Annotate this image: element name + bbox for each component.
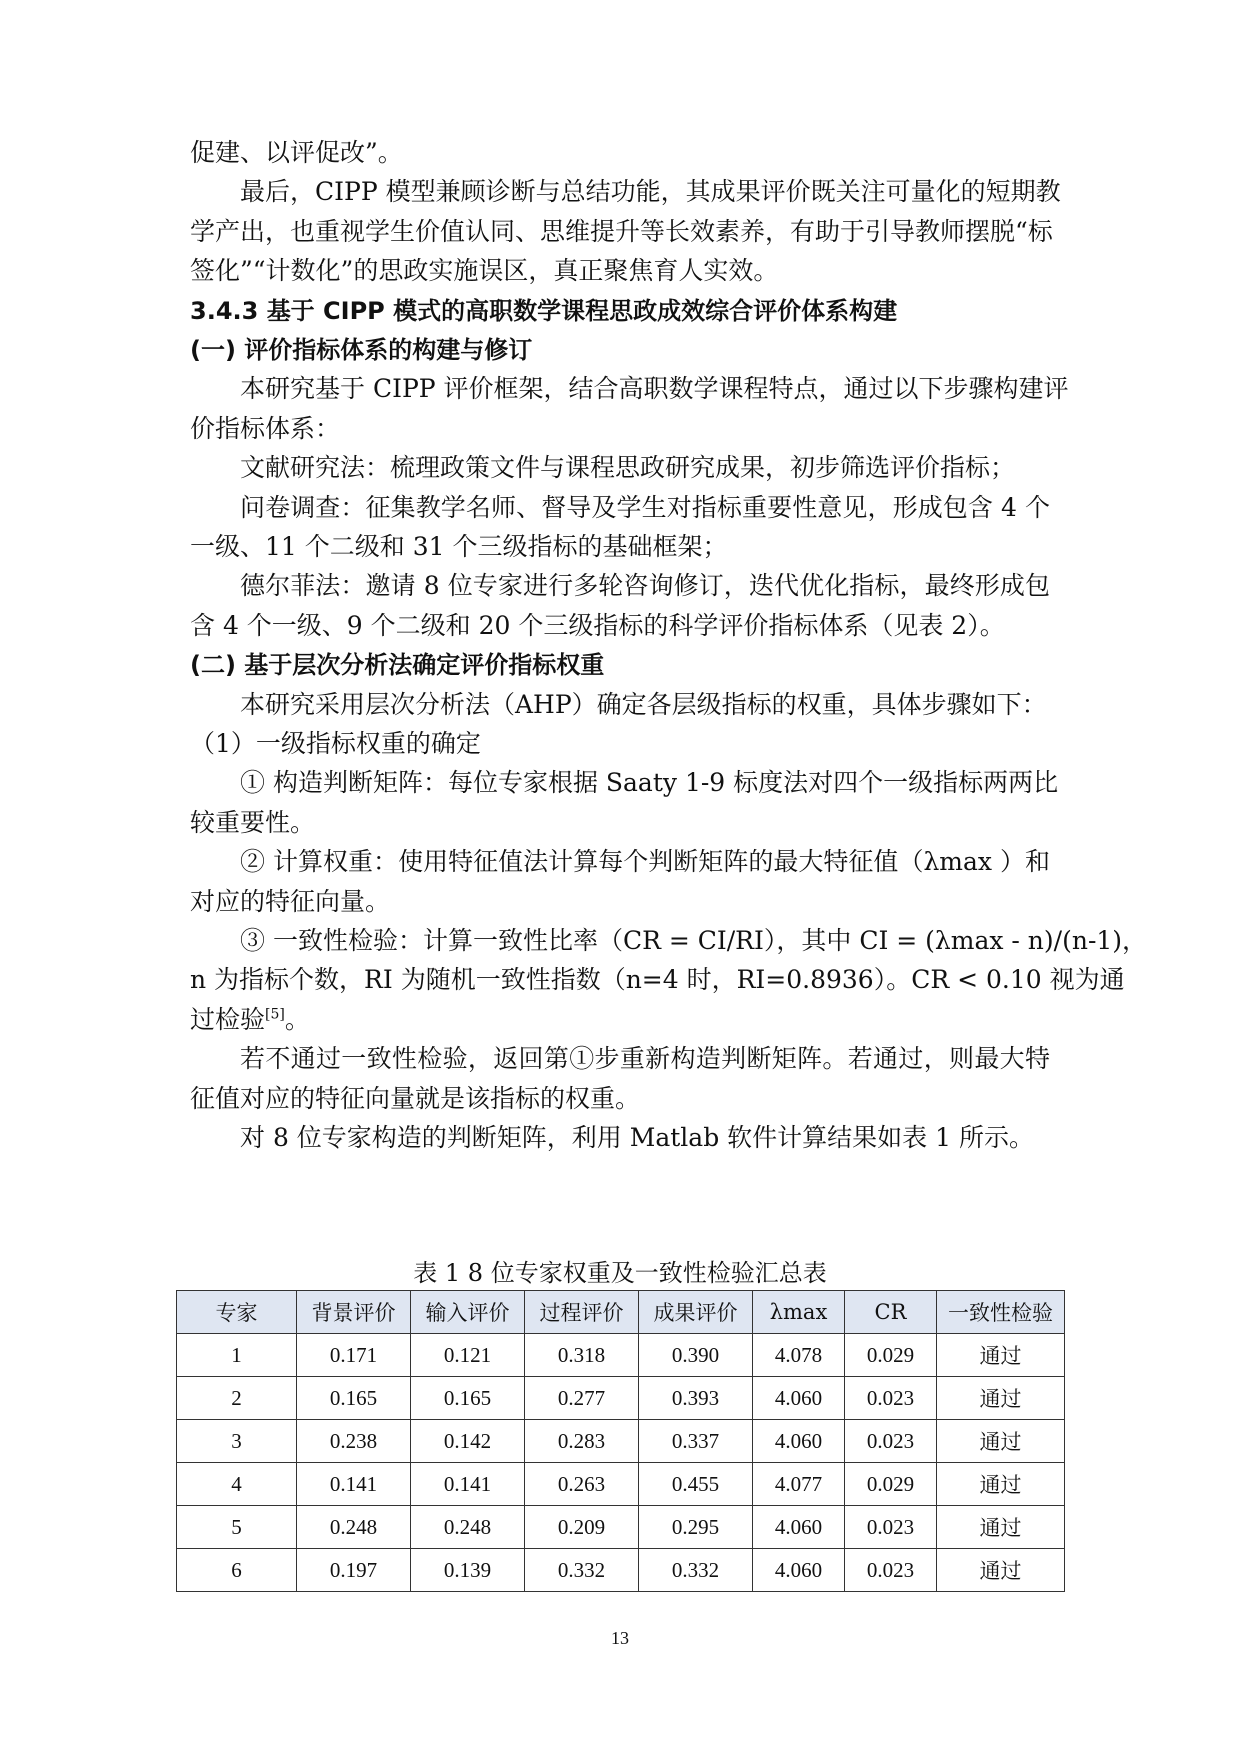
line-text: 征值对应的特征向量就是该指标的权重。 <box>190 1083 641 1113</box>
line-text: 本研究采用层次分析法（AHP）确定各层级指标的权重，具体步骤如下： <box>240 689 1047 719</box>
table-cell: 0.165 <box>411 1377 525 1420</box>
line-text: 学产出，也重视学生价值认同、思维提升等长效素养，有助于引导教师摆脱“标 <box>190 216 1053 246</box>
table-row <box>177 1549 1065 1592</box>
table-cell: 1 <box>177 1334 297 1377</box>
line-text: n 为指标个数，RI 为随机一致性指数（n=4 时，RI=0.8936）。CR < 0.10 视为通 <box>190 965 1125 995</box>
table-cell: 0.197 <box>297 1549 411 1592</box>
table-caption: 表 1 8 位专家权重及一致性检验汇总表 <box>413 1259 827 1287</box>
line-text: 本研究基于 CIPP 评价框架，结合高职数学课程特点，通过以下步骤构建评 <box>240 374 1069 404</box>
table-cell: 0.332 <box>525 1549 639 1592</box>
table-cell: 0.171 <box>297 1334 411 1377</box>
citation-ref: [5] <box>265 1006 285 1023</box>
paragraph-line <box>240 919 1148 963</box>
paragraph-line <box>190 801 1050 845</box>
paragraph-line <box>190 722 1050 766</box>
paragraph-line <box>240 1116 1050 1160</box>
table-cell: 0.165 <box>297 1377 411 1420</box>
section-heading <box>190 328 1050 372</box>
line-text: （1）一级指标权重的确定 <box>190 729 481 758</box>
page-number: 13 <box>611 1628 629 1648</box>
table-cell: 2 <box>177 1377 297 1420</box>
table-cell: 0.337 <box>639 1420 753 1463</box>
paragraph-line <box>240 1037 1050 1081</box>
column-header: 背景评价 <box>297 1291 411 1334</box>
table-cell: 0.023 <box>845 1506 937 1549</box>
table-cell: 0.023 <box>845 1377 937 1420</box>
line-text: ② 计算权重：使用特征值法计算每个判断矩阵的最大特征值（λmax ）和 <box>240 847 1050 877</box>
table-cell: 通过 <box>937 1463 1065 1506</box>
table-cell: 4.060 <box>753 1506 845 1549</box>
line-text: 较重要性。 <box>190 807 316 837</box>
table-cell: 0.393 <box>639 1377 753 1420</box>
line-text: (二) 基于层次分析法确定评价指标权重 <box>190 651 605 680</box>
table-header-row <box>177 1291 1065 1334</box>
table-cell: 4.078 <box>753 1334 845 1377</box>
paragraph-line <box>240 761 1059 805</box>
table-row <box>177 1377 1065 1420</box>
section-heading <box>190 289 1050 333</box>
table-cell: 0.142 <box>411 1420 525 1463</box>
table-cell: 0.295 <box>639 1506 753 1549</box>
paragraph-line <box>190 958 1125 1002</box>
table-cell: 通过 <box>937 1549 1065 1592</box>
line-text: 对应的特征向量。 <box>190 886 391 916</box>
paragraph-line <box>240 840 1050 884</box>
table-row <box>177 1463 1065 1506</box>
paragraph-line <box>190 880 1050 924</box>
line-text: 签化”“计数化”的思政实施误区，真正聚焦育人实效。 <box>190 256 779 286</box>
table-cell: 0.023 <box>845 1420 937 1463</box>
paragraph-line <box>190 210 1053 254</box>
paragraph-line <box>190 249 1050 293</box>
table-row <box>177 1334 1065 1377</box>
table-cell: 4.060 <box>753 1377 845 1420</box>
paragraph-line <box>240 170 1061 214</box>
table-cell: 0.141 <box>411 1463 525 1506</box>
table-row <box>177 1506 1065 1549</box>
table-cell: 6 <box>177 1549 297 1592</box>
column-header: CR <box>845 1291 937 1334</box>
paragraph-line <box>240 683 1050 727</box>
table-cell: 0.209 <box>525 1506 639 1549</box>
line-text: 过检验 <box>190 1004 266 1034</box>
table-cell: 4.077 <box>753 1463 845 1506</box>
table-cell: 4.060 <box>753 1549 845 1592</box>
line-text: 德尔菲法：邀请 8 位专家进行多轮咨询修订，迭代优化指标，最终形成包 <box>240 571 1050 601</box>
expert-weights-table <box>176 1290 1065 1592</box>
table-cell: 0.277 <box>525 1377 639 1420</box>
line-text: 一级、11 个二级和 31 个三级指标的基础框架； <box>190 532 728 561</box>
paragraph-line <box>190 407 1050 451</box>
column-header: 专家 <box>177 1291 297 1334</box>
table-cell: 通过 <box>937 1506 1065 1549</box>
line-text: ③ 一致性检验：计算一致性比率（CR = CI/RI），其中 CI = (λmax - n)/(n-1)， <box>240 926 1148 955</box>
table-cell: 0.332 <box>639 1549 753 1592</box>
line-text: (一) 评价指标体系的构建与修订 <box>190 336 533 364</box>
table-row <box>177 1420 1065 1463</box>
table-body <box>177 1334 1065 1592</box>
table-cell: 4 <box>177 1463 297 1506</box>
paragraph-line <box>190 131 1050 175</box>
table-cell: 通过 <box>937 1334 1065 1377</box>
line-tail: 。 <box>284 1004 310 1034</box>
table-cell: 0.141 <box>297 1463 411 1506</box>
paragraph-line <box>190 604 1050 648</box>
line-text: 对 8 位专家构造的判断矩阵，利用 Matlab 软件计算结果如表 1 所示。 <box>240 1123 1034 1152</box>
column-header: 成果评价 <box>639 1291 753 1334</box>
table-cell: 0.023 <box>845 1549 937 1592</box>
line-text: 促建、以评促改”。 <box>190 138 403 167</box>
table-cell: 4.060 <box>753 1420 845 1463</box>
table-cell: 0.283 <box>525 1420 639 1463</box>
paragraph-line <box>240 367 1069 411</box>
table-cell: 通过 <box>937 1420 1065 1463</box>
table-cell: 0.248 <box>297 1506 411 1549</box>
table-cell: 0.455 <box>639 1463 753 1506</box>
section-heading <box>190 643 1050 687</box>
column-header: 一致性检验 <box>937 1291 1065 1334</box>
table-cell: 0.248 <box>411 1506 525 1549</box>
line-text: 价指标体系： <box>190 413 341 443</box>
paragraph-line <box>190 998 1050 1042</box>
table-cell: 通过 <box>937 1377 1065 1420</box>
column-header: 输入评价 <box>411 1291 525 1334</box>
column-header: 过程评价 <box>525 1291 639 1334</box>
table-cell: 5 <box>177 1506 297 1549</box>
paragraph-line <box>240 446 1050 490</box>
column-header: λmax <box>753 1291 845 1334</box>
line-text: 含 4 个一级、9 个二级和 20 个三级指标的科学评价指标体系（见表 2）。 <box>190 610 1005 640</box>
line-text: 若不通过一致性检验，返回第①步重新构造判断矩阵。若通过，则最大特 <box>240 1044 1050 1074</box>
table-cell: 0.029 <box>845 1334 937 1377</box>
table-cell: 0.029 <box>845 1463 937 1506</box>
line-text: 3.4.3 基于 CIPP 模式的高职数学课程思政成效综合评价体系构建 <box>190 296 898 325</box>
paragraph-line <box>240 564 1050 608</box>
paragraph-line <box>190 1077 1050 1121</box>
table-cell: 0.318 <box>525 1334 639 1377</box>
table-cell: 0.238 <box>297 1420 411 1463</box>
line-text: ① 构造判断矩阵：每位专家根据 Saaty 1-9 标度法对四个一级指标两两比 <box>240 768 1059 798</box>
paragraph-line <box>240 486 1050 530</box>
table-cell: 0.139 <box>411 1549 525 1592</box>
paragraph-line <box>190 525 1050 569</box>
line-text: 问卷调查：征集教学名师、督导及学生对指标重要性意见，形成包含 4 个 <box>240 492 1050 522</box>
line-text: 文献研究法：梳理政策文件与课程思政研究成果，初步筛选评价指标； <box>240 453 1016 483</box>
table-cell: 0.263 <box>525 1463 639 1506</box>
line-text: 最后，CIPP 模型兼顾诊断与总结功能，其成果评价既关注可量化的短期教 <box>240 177 1061 207</box>
table-cell: 0.121 <box>411 1334 525 1377</box>
table-cell: 3 <box>177 1420 297 1463</box>
table-cell: 0.390 <box>639 1334 753 1377</box>
